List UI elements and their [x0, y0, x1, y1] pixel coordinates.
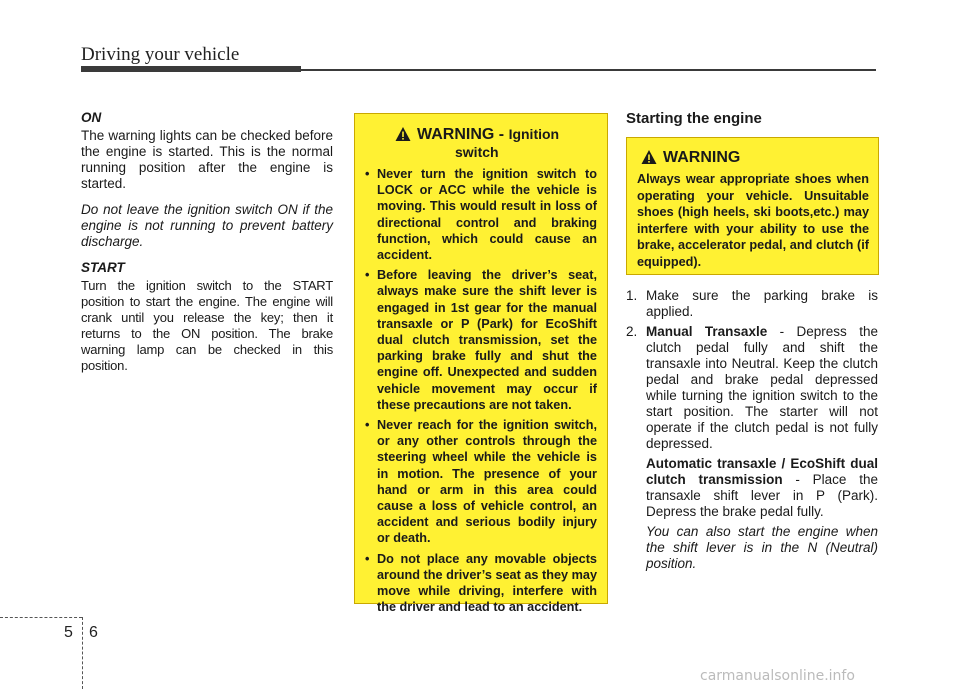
warning-ignition-title: WARNING -	[417, 126, 505, 143]
on-italic-note: Do not leave the ignition switch ON if the engine is not running to prevent battery discharge.	[81, 202, 333, 249]
on-text: The warning lights can be checked before the engine is started. This is the normal running position after the engine is started.	[81, 128, 333, 191]
section-heading: Starting the engine	[626, 110, 762, 127]
steps-list	[626, 288, 878, 576]
step-text: Make sure the parking brake is applied.	[646, 288, 878, 319]
on-heading: ON	[81, 110, 102, 125]
footer-rule-horizontal	[0, 617, 82, 619]
left-column	[81, 110, 333, 384]
warning-ignition-subtitle-2: switch	[455, 144, 499, 160]
warning-shoes-title: WARNING	[663, 149, 741, 166]
warning-ignition-subtitle-1: Ignition	[508, 126, 560, 142]
page-number: 6	[89, 624, 98, 641]
header-rule-thin	[301, 69, 876, 71]
step-number: 2.	[626, 324, 638, 339]
warning-shoes-text: Always wear appropriate shoes when operating your vehicle. Unsuitable shoes (high heels, ski boots,etc.) may interfere with your ability to use the brake, accelerator pedal, and clutch (if equipped).	[637, 172, 869, 269]
step-text: - Place the transaxle shift lever in P (Park). Depress the brake pedal fully.	[646, 472, 878, 519]
warning-bullet: • Never reach for the ignition switch, or any other controls through the steering wheel while the vehicle is in motion. The presence of your hand or arm in this area could cause a loss of vehicle control, an accident and serious bodily injury or death.	[365, 417, 597, 547]
warning-ignition-header	[355, 114, 607, 144]
footer-rule-vertical	[82, 617, 84, 689]
warning-bullet: • Never turn the ignition switch to LOCK or ACC while the vehicle is moving. This would result in loss of directional control and braking function, which could cause an accident.	[365, 166, 597, 263]
step-italic-note: You can also start the engine when the shift lever is in the N (Neutral) position.	[646, 524, 878, 571]
step-paragraph	[646, 456, 878, 520]
watermark: carmanualsonline.info	[700, 668, 855, 684]
warning-triangle-icon	[641, 149, 657, 165]
step-bold-label: Automatic transaxle / EcoShift dual clutch transmission	[646, 456, 878, 487]
step-item	[626, 288, 878, 320]
header-rule-thick	[81, 66, 301, 72]
warning-ignition-list	[355, 166, 607, 615]
right-column	[626, 110, 878, 128]
warning-bullet: • Do not place any movable objects around the driver’s seat as they may move while driving, interfere with the driver and lead to an accident.	[365, 551, 597, 616]
step-bold-label: Manual Transaxle	[646, 324, 768, 339]
warning-triangle-icon	[395, 126, 411, 142]
warning-shoes-box	[626, 137, 879, 275]
page-title: Driving your vehicle	[81, 44, 240, 65]
chapter-number: 5	[64, 624, 73, 641]
start-heading: START	[81, 260, 125, 275]
step-number: 1.	[626, 288, 638, 303]
warning-shoes-header	[627, 138, 878, 167]
step-paragraph	[646, 324, 878, 452]
step-item	[626, 324, 878, 572]
warning-bullet: • Before leaving the driver’s seat, always make sure the shift lever is engaged in 1st gear for the manual transaxle or P (Park) for EcoShift dual clutch transmission, set the parking brake fully and shut the engine off. Unexpected and sudden vehicle movement may occur if these precautions are not taken.	[365, 267, 597, 413]
warning-ignition-box	[354, 113, 608, 615]
start-text: Turn the ignition switch to the START position to start the engine. The engine will crank until you release the key; then it returns to the ON position. The brake warning lamp can be checked in this position.	[81, 278, 333, 373]
step-text: - Depress the clutch pedal fully and shift the transaxle into Neutral. Keep the clutch pedal and brake pedal depressed while turning the ignition switch to the start position. The starter will not operate if the clutch pedal is not fully depressed.	[646, 324, 878, 451]
